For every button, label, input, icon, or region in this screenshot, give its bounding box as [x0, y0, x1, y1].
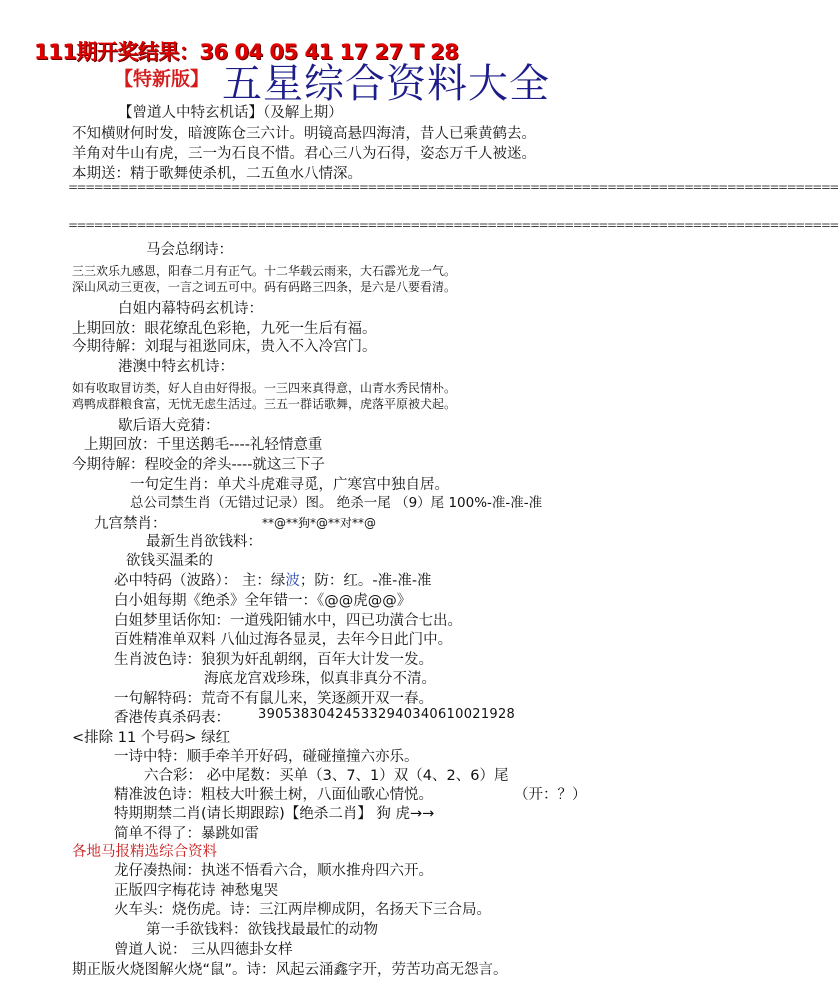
hkmacau-line: 如有收取冒访类，好人自由好得报。一三四来真得意，山青水秀民情朴。 [72, 381, 457, 395]
hkmacau-heading: 港澳中特玄机诗： [118, 359, 234, 375]
train-line: 火车头：烧伤虎。诗：三江两岸柳成阴，名扬天下三合局。 [114, 902, 491, 918]
wave-code-line [114, 569, 432, 590]
wave-poem-line: 精准波色诗：粗枝大叶猴土树，八面仙歌心情悦。 [114, 787, 433, 803]
poem-special-line: 一诗中特：顺手牵羊开好码，碰碰撞撞六亦乐。 [114, 749, 419, 765]
draw-result-line: 111期开奖结果：36 04 05 41 17 27 T 28 [34, 40, 459, 64]
zodiac-wave-line: 生肖波色诗：狼狈为奸乱朝纲，百年大计发一发。 [114, 652, 433, 668]
hk-fax-label: 香港传真杀码表： [114, 710, 230, 726]
xiehouyu-this: 今期待解：程咬金的斧头----就这三下子 [72, 457, 325, 473]
wave-code-guard: ；防：红。-准-准-准 [299, 573, 432, 589]
plum-poem-line: 正版四字梅花诗 神愁鬼哭 [114, 883, 279, 899]
wave-code-wave: 波 [285, 573, 300, 589]
riddle-line: 本期送：精于歌舞使杀机，二五鱼水八情深。 [72, 166, 362, 182]
horse-poem-line: 三三欢乐九感恩，阳春二月有正气。十二华载云雨来，大石霹光龙一气。 [72, 264, 457, 278]
money-riddle: 欲钱买温柔的 [126, 553, 213, 569]
first-hand-line: 第一手欲钱料：欲钱找最最忙的动物 [146, 922, 378, 938]
fire-chart-line: 期正版火烧图解火烧“鼠”。诗：风起云涌鑫字开，劳苦功高无怨言。 [72, 962, 508, 978]
simple-line: 简单不得了：暴跳如雷 [114, 826, 259, 842]
page-title: 五星综合资料大全 [222, 61, 550, 107]
zeng-line: 曾道人说： 三从四德卦女样 [114, 942, 293, 958]
zodiac-wave-line-2: 海底龙宫戏珍珠，似真非真分不清。 [204, 671, 436, 687]
dream-line: 白姐梦里话你知：一道残阳铺水中，四已功潢合七出。 [114, 613, 462, 629]
section-heading-regional: 各地马报精选综合资料 [72, 844, 217, 860]
kill-line: 白小姐每期《绝杀》全年错一：《@@虎@@》 [114, 593, 412, 609]
sister-code-this: 今期待解：刘琨与祖逖同床，贵入不入冷宫门。 [72, 339, 377, 355]
hkmacau-line: 鸡鸭成群粮食富，无忧无虑生活过。三五一群话歌舞，虎落平原被犬起。 [72, 397, 457, 411]
exclude-line: <排除 11 个号码> 绿红 [72, 730, 231, 746]
banned-two-line: 特期期禁二肖(请长期跟踪)【绝杀二肖】 狗 虎→→ [114, 806, 435, 822]
zodiac-line: 一句定生肖：单犬斗虎难寻觅，广寒宫中独自居。 [130, 477, 449, 493]
horse-poem-heading: 马会总纲诗： [146, 242, 233, 258]
special-code-line: 一句解特码：荒奇不有鼠儿来，笑逐颜开双一春。 [114, 691, 433, 707]
latest-zodiac-heading: 最新生肖欲钱料： [146, 534, 262, 550]
odd-even-line: 百姓精准单双料 八仙过海各显灵，去年今日此门中。 [114, 632, 453, 648]
separator: ========================================================================================== [68, 218, 838, 232]
riddle-line: 羊角对牛山有虎，三一为石良不惜。君心三八为石得，姿态万千人被迷。 [72, 146, 536, 162]
xiehouyu-heading: 歇后语大竞猜： [118, 418, 220, 434]
mark-six-line: 六合彩： 必中尾数：买单（3、7、1）双（4、2、6）尾 [144, 768, 509, 784]
dragon-line: 龙仔凑热闹：执迷不悟看六合，顺水推舟四六开。 [114, 863, 433, 879]
riddle-heading: 【曾道人中特玄机话】（及解上期） [118, 105, 343, 121]
nine-palace-value: **@**狗*@**对**@ [262, 516, 377, 530]
hk-fax-numbers: 3905383042453329403406100219​28 [258, 707, 516, 722]
sister-code-last: 上期回放：眼花缭乱色彩艳，九死一生后有福。 [72, 321, 377, 337]
banned-zodiac-line: 总公司禁生肖（无错过记录）图。 绝杀一尾 （9）尾 100%-准-准-准 [130, 495, 543, 511]
separator: ========================================================================================== [68, 180, 838, 194]
xiehouyu-last: 上期回放：千里送鹅毛----礼轻情意重 [84, 437, 323, 453]
wave-code-main: 必中特码（波路）： 主：绿 [114, 573, 286, 589]
edition-label: 【特新版】 [114, 68, 210, 90]
riddle-line: 不知横财何时发，暗渡陈仓三六计。明镜高悬四海清，昔人已乘黄鹤去。 [72, 126, 536, 142]
sister-code-heading: 白姐内幕特码玄机诗： [118, 301, 263, 317]
nine-palace-label: 九宫禁肖： [94, 516, 167, 532]
open-mark: （开：？） [514, 787, 587, 803]
horse-poem-line: 深山风动三更夜，一言之词五可中。码有码路三四条，是六是八要看清。 [72, 280, 457, 294]
